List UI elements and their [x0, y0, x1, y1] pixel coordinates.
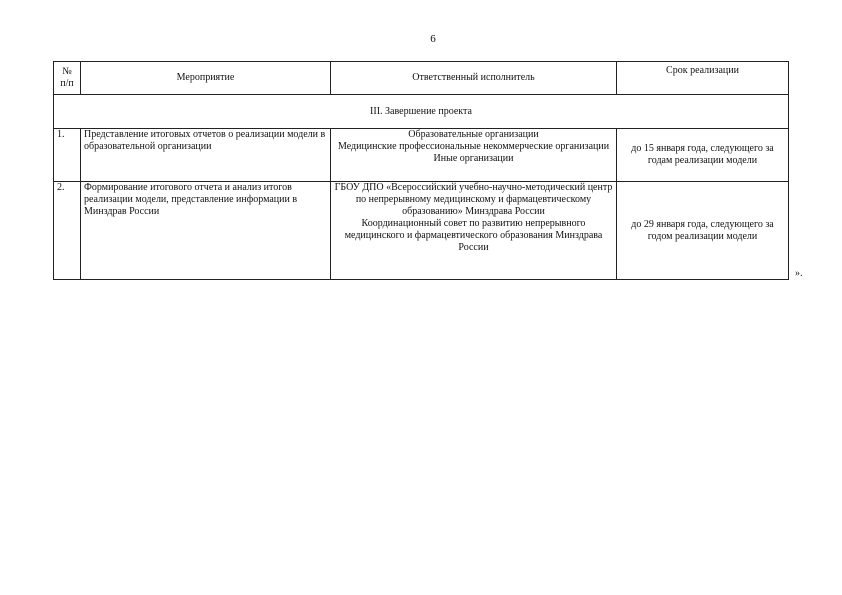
closing-quote-mark: ». [795, 268, 803, 279]
table-row [54, 182, 789, 280]
responsible-line: Координационный совет по развитию непрерывного медицинского и фармацевтического образования Минздрава России [344, 218, 603, 253]
row-term: до 15 января года, следующего за годам реализации модели [617, 129, 789, 182]
responsible-line: Иные организации [433, 153, 514, 164]
page-number: 6 [430, 33, 436, 45]
row-number: 2. [54, 182, 81, 280]
row-responsible [331, 129, 617, 182]
row-number: 1. [54, 129, 81, 182]
row-event: Представление итоговых отчетов о реализации модели в образовательной организации [81, 129, 331, 182]
header-term: Срок реализации [617, 62, 789, 95]
responsible-line: ГБОУ ДПО «Всероссийский учебно-научно-методический центр по непрерывному медицинскому и фармацевтическому образованию» Минздрава России [334, 182, 613, 217]
header-event: Мероприятие [81, 62, 331, 95]
section-row [54, 95, 789, 129]
responsible-line: Образовательные организации [408, 129, 539, 140]
section-title: III. Завершение проекта [54, 95, 789, 129]
events-table [53, 61, 789, 280]
responsible-line: Медицинские профессиональные некоммерческие организации [337, 141, 610, 152]
row-responsible [331, 182, 617, 280]
row-event: Формирование итогового отчета и анализ итогов реализации модели, представление информации в Минздрав России [81, 182, 331, 280]
header-num-line2: п/п [60, 78, 74, 89]
header-responsible: Ответственный исполнитель [331, 62, 617, 95]
header-num-line1: № [62, 66, 72, 77]
header-num [54, 62, 81, 95]
table-header-row [54, 62, 789, 95]
table-row [54, 129, 789, 182]
row-term: до 29 января года, следующего за годом реализации модели [617, 182, 789, 280]
